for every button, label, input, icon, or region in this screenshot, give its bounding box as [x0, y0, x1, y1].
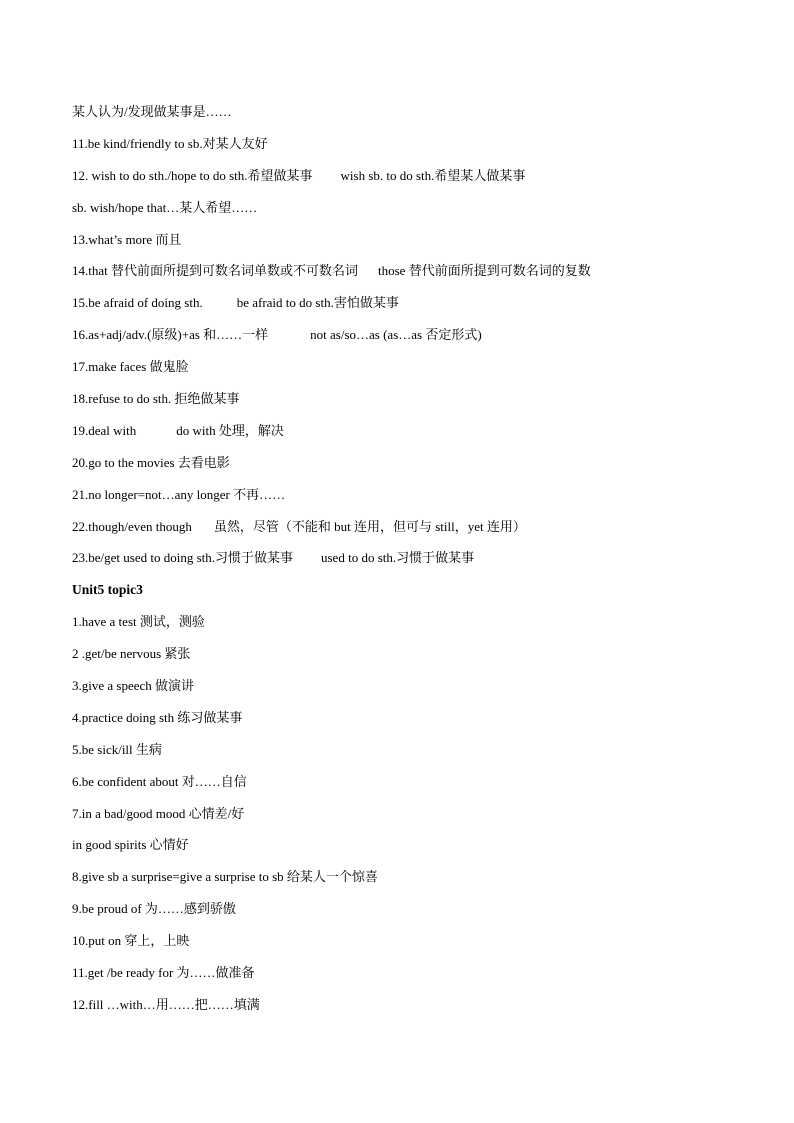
line-text-secondary: do with 处理，解决 — [176, 422, 284, 438]
line-text: 11.get /be ready for 为……做准备 — [72, 965, 255, 981]
line-text: 15.be afraid of doing sth. — [72, 295, 203, 311]
vocab-line — [72, 707, 752, 739]
vocab-line — [72, 834, 752, 866]
line-text: Unit5 topic3 — [72, 582, 143, 598]
vocab-line — [72, 101, 752, 133]
vocab-line — [72, 292, 752, 324]
line-text: 7.in a bad/good mood 心情差/好 — [72, 805, 245, 821]
line-text-secondary: wish sb. to do sth.希望某人做某事 — [340, 167, 526, 183]
line-text: 17.make faces 做鬼脸 — [72, 359, 189, 375]
line-text: 21.no longer=not…any longer 不再…… — [72, 486, 286, 502]
line-text-secondary: 虽然，尽管（不能和 but 连用，但可与 still，yet 连用） — [213, 518, 526, 534]
line-text-secondary: used to do sth.习惯于做某事 — [321, 550, 475, 566]
vocab-line — [72, 803, 752, 835]
vocab-line — [72, 356, 752, 388]
line-text: 14.that 替代前面所提到可数名词单数或不可数名词 — [72, 263, 358, 279]
vocab-line — [72, 324, 752, 356]
vocab-line — [72, 994, 752, 1026]
vocab-line — [72, 388, 752, 420]
vocab-line — [72, 260, 752, 292]
line-text: 12. wish to do sth./hope to do sth.希望做某事 — [72, 167, 313, 183]
vocab-line — [72, 516, 752, 548]
vocab-line — [72, 930, 752, 962]
line-text: 10.put on 穿上，上映 — [72, 933, 190, 949]
line-text: 11.be kind/friendly to sb.对某人友好 — [72, 135, 268, 151]
line-text: 23.be/get used to doing sth.习惯于做某事 — [72, 550, 293, 566]
line-text-secondary: be afraid to do sth.害怕做某事 — [236, 295, 399, 311]
line-text: 2 .get/be nervous 紧张 — [72, 646, 191, 662]
line-text: 3.give a speech 做演讲 — [72, 678, 195, 694]
line-text: 8.give sb a surprise=give a surprise to sb 给某人一个惊喜 — [72, 869, 378, 885]
vocab-line — [72, 197, 752, 229]
line-text-secondary: those 替代前面所提到可数名词的复数 — [378, 263, 591, 279]
line-text: 19.deal with — [72, 422, 137, 438]
line-text: in good spirits 心情好 — [72, 837, 189, 853]
line-text: 5.be sick/ill 生病 — [72, 741, 162, 757]
vocab-line — [72, 420, 752, 452]
section-heading — [72, 579, 752, 611]
line-text: 1.have a test 测试，测验 — [72, 614, 205, 630]
line-text: 9.be proud of 为……感到骄傲 — [72, 901, 236, 917]
vocab-line — [72, 229, 752, 261]
vocab-line — [72, 484, 752, 516]
vocab-line — [72, 962, 752, 994]
vocab-line — [72, 771, 752, 803]
vocab-line — [72, 898, 752, 930]
line-text: 13.what’s more 而且 — [72, 231, 182, 247]
line-text-secondary: not as/so…as (as…as 否定形式) — [310, 327, 482, 343]
line-text: 16.as+adj/adv.(原级)+as 和……一样 — [72, 327, 269, 343]
vocab-line — [72, 675, 752, 707]
line-text: sb. wish/hope that…某人希望…… — [72, 199, 258, 215]
vocab-line — [72, 547, 752, 579]
vocab-line — [72, 739, 752, 771]
vocab-line — [72, 165, 752, 197]
vocab-line — [72, 133, 752, 165]
vocab-line — [72, 452, 752, 484]
vocab-line — [72, 866, 752, 898]
line-text: 18.refuse to do sth. 拒绝做某事 — [72, 391, 240, 407]
line-text: 20.go to the movies 去看电影 — [72, 454, 230, 470]
document-content — [72, 101, 752, 1026]
vocab-line — [72, 643, 752, 675]
line-text: 某人认为/发现做某事是…… — [72, 104, 232, 119]
line-text: 12.fill …with…用……把……填满 — [72, 996, 260, 1012]
line-text: 22.though/even though — [72, 518, 192, 534]
line-text: 6.be confident about 对……自信 — [72, 773, 247, 789]
vocab-line — [72, 611, 752, 643]
line-text: 4.practice doing sth 练习做某事 — [72, 709, 243, 725]
